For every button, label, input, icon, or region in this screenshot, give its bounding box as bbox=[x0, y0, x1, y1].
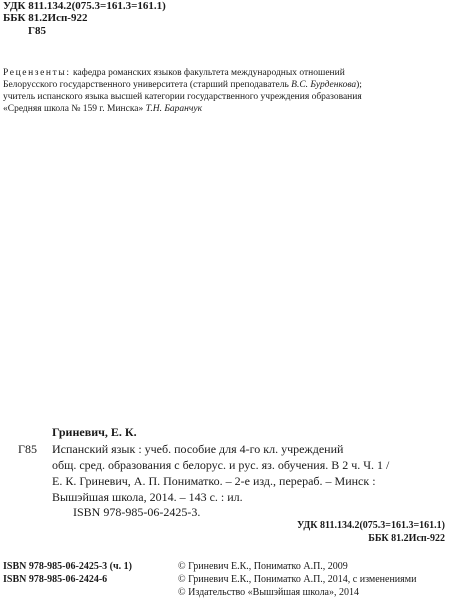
reviewers-line-1 bbox=[3, 67, 461, 79]
cutter-code-top: Г85 bbox=[28, 25, 46, 37]
reviewers-line-4-text: «Средняя школа № 159 г. Минска» bbox=[3, 104, 146, 114]
catalog-description-line: Е. К. Гриневич, А. П. Пониматко. – 2-е изд., перераб. – Минск : bbox=[52, 474, 376, 488]
bbk-code-top: ББК 81.2Исп-922 bbox=[3, 12, 88, 24]
copyright-line: © Издательство «Вышэйшая школа», 2014 bbox=[178, 587, 359, 598]
isbn-set: ISBN 978-985-06-2424-6 bbox=[3, 574, 108, 585]
reviewers-line-1-text: кафедра романских языков факультета международных отношений bbox=[70, 68, 345, 78]
catalog-isbn: ISBN 978-985-06-2425-3. bbox=[73, 505, 201, 519]
reviewers-line-2-tail: ); bbox=[356, 80, 362, 90]
catalog-description-line: Вышэйшая школа, 2014. – 143 с. : ил. bbox=[52, 490, 243, 504]
reviewer-name-1: В.С. Бурденкова bbox=[291, 80, 357, 90]
udk-code-bottom: УДК 811.134.2(075.3=161.3=161.1) bbox=[297, 520, 445, 531]
catalog-description-line: общ. сред. образования с белорус. и рус. яз. обучения. В 2 ч. Ч. 1 / bbox=[52, 458, 390, 472]
copyright-line: © Гриневич Е.К., Пониматко А.П., 2009 bbox=[178, 561, 348, 572]
catalog-cutter-code: Г85 bbox=[18, 442, 37, 456]
isbn-part-1: ISBN 978-985-06-2425-3 (ч. 1) bbox=[3, 561, 132, 572]
reviewers-line-3: учитель испанского языка высшей категории государственного учреждения образования bbox=[3, 92, 362, 102]
reviewers-block bbox=[3, 67, 461, 115]
reviewers-line-4 bbox=[3, 103, 461, 115]
reviewers-line-2 bbox=[3, 79, 461, 91]
catalog-author-heading: Гриневич, Е. К. bbox=[52, 425, 137, 439]
reviewer-name-2: Т.Н. Баранчук bbox=[145, 104, 203, 114]
reviewers-label: Рецензенты: bbox=[3, 68, 71, 78]
bbk-code-bottom: ББК 81.2Исп-922 bbox=[368, 533, 445, 544]
copyright-line: © Гриневич Е.К., Пониматко А.П., 2014, с изменениями bbox=[178, 574, 417, 585]
catalog-description-line: Испанский язык : учеб. пособие для 4-го кл. учреждений bbox=[52, 442, 344, 456]
udk-code-top: УДК 811.134.2(075.3=161.3=161.1) bbox=[3, 0, 166, 12]
reviewers-line-2-text: Белорусского государственного университета (старший преподаватель bbox=[3, 80, 292, 90]
